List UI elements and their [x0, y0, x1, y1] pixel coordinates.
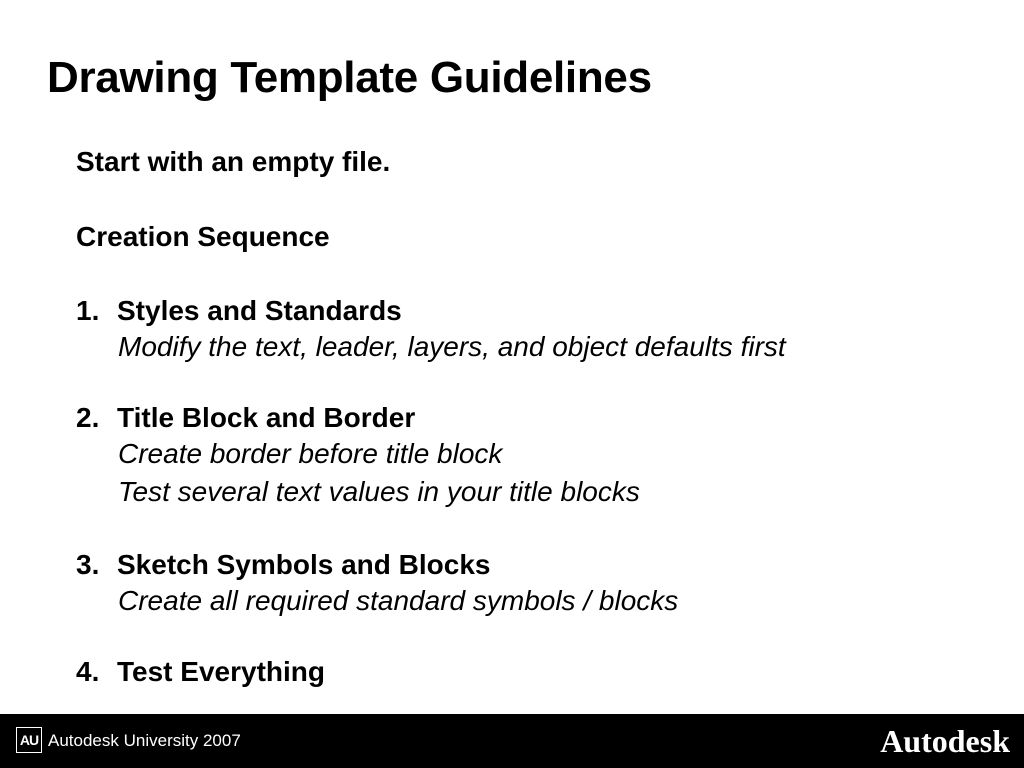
event-label: Autodesk University 2007	[48, 731, 241, 750]
slide-title: Drawing Template Guidelines	[47, 53, 652, 102]
step-detail: Create border before title block	[118, 438, 503, 469]
step-detail: Create all required standard symbols / blocks	[118, 585, 679, 616]
step-item	[76, 401, 640, 511]
step-detail: Test several text values in your title blocks	[118, 476, 640, 507]
step-number: 1.	[76, 295, 100, 326]
step-detail: Modify the text, leader, layers, and object defaults first	[118, 331, 786, 362]
step-number: 2.	[76, 402, 100, 433]
step-heading-row	[76, 401, 640, 435]
step-heading-row	[76, 548, 678, 582]
step-heading-row	[76, 655, 325, 689]
step-number: 4.	[76, 656, 100, 687]
step-heading: Styles and Standards	[117, 295, 402, 326]
autodesk-logo: Autodesk	[880, 723, 1010, 759]
step-item	[76, 294, 786, 366]
section-heading: Creation Sequence	[76, 221, 330, 252]
step-heading: Sketch Symbols and Blocks	[117, 549, 491, 580]
step-item	[76, 655, 325, 689]
step-heading-row	[76, 294, 786, 328]
step-heading: Title Block and Border	[117, 402, 416, 433]
slide-footer	[0, 714, 1024, 768]
step-number: 3.	[76, 549, 100, 580]
intro-line: Start with an empty file.	[76, 146, 391, 177]
step-heading: Test Everything	[117, 656, 325, 687]
step-item	[76, 548, 678, 620]
au-logo-icon: AU	[16, 727, 42, 753]
